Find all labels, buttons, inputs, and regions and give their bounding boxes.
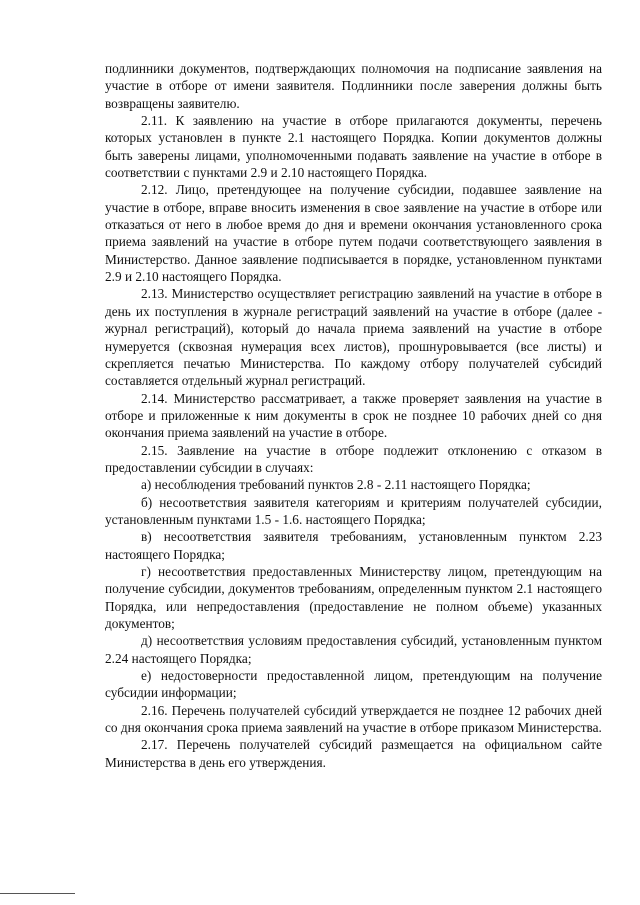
paragraph-2-15: 2.15. Заявление на участие в отборе подлежит отклонению с отказом в предоставлении субсидии в случаях: [105, 442, 602, 475]
list-item-b: б) несоответствия заявителя категориям и критериям получателей субсидии, установленным пунктами 1.5 - 1.6. настоящего Порядка; [105, 494, 602, 527]
list-item-g: г) несоответствия предоставленных Министерству лицом, претендующим на получение субсидии, документов требованиям, определенным пунктом 2.1 настоящего Порядка, или непредоставления (предоставление не полном объеме) указанных документов; [105, 563, 602, 631]
paragraph-continuation: подлинники документов, подтверждающих полномочия на подписание заявления на участие в отборе от имени заявителя. Подлинники после заверения должны быть возвращены заявителю. [105, 61, 602, 111]
list-item-a: а) несоблюдения требований пунктов 2.8 - 2.11 настоящего Порядка; [141, 477, 531, 493]
list-item-d: д) несоответствия условиям предоставления субсидий, установленным пунктом 2.24 настоящего Порядка; [105, 633, 602, 666]
paragraph-2-13: 2.13. Министерство осуществляет регистрацию заявлений на участие в отборе в день их поступления в журнале регистраций заявлений на участие в отборе (далее - журнал регистраций), который до начала приема заявлений на участие в отборе нумеруется (сквозная нумерация всех листов), прошнуровывается (все листы) и скрепляется печатью Министерства. По каждому отбору получателей субсидий составляется отдельный журнал регистраций. [105, 286, 602, 389]
list-item-e: е) недостоверности предоставленной лицом, претендующим на получение субсидии информации; [105, 668, 602, 701]
footer-divider [0, 893, 75, 894]
paragraph-2-11: 2.11. К заявлению на участие в отборе прилагаются документы, перечень которых установлен в пункте 2.1 настоящего Порядка. Копии документов должны быть заверены лицами, уполномоченными подавать заявление на участие в отборе в соответствии с пунктами 2.9 и 2.10 настоящего Порядка. [105, 113, 602, 181]
document-body [105, 60, 602, 771]
list-item-v: в) несоответствия заявителя требованиям, установленным пунктом 2.23 настоящего Порядка; [105, 529, 602, 562]
paragraph-2-14: 2.14. Министерство рассматривает, а также проверяет заявления на участие в отборе и приложенные к ним документы в срок не позднее 10 рабочих дней со дня окончания приема заявлений на участие в отборе. [105, 390, 602, 441]
paragraph-2-12: 2.12. Лицо, претендующее на получение субсидии, подавшее заявление на участие в отборе, вправе вносить изменения в свое заявление на участие в отборе или отказаться от него в любое время до дня и времени окончания установленного срока приема заявлений на участие в отборе путем подачи соответствующего заявления в Министерство. Данное заявление подписывается в порядке, установленном пунктами 2.9 и 2.10 настоящего Порядка. [105, 182, 602, 285]
paragraph-2-17: 2.17. Перечень получателей субсидий размещается на официальном сайте Министерства в день его утверждения. [105, 737, 602, 770]
paragraph-2-16: 2.16. Перечень получателей субсидий утверждается не позднее 12 рабочих дней со дня окончания срока приема заявлений на участие в отборе приказом Министерства. [105, 702, 602, 736]
